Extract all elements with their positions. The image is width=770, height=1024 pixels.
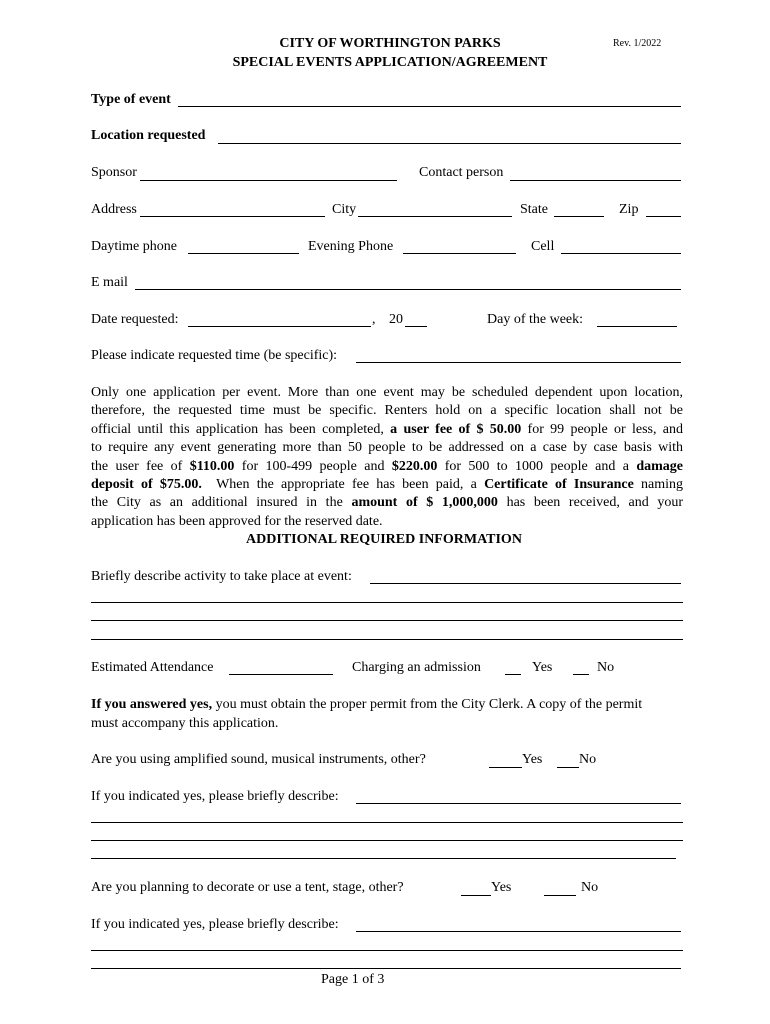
form-title: CITY OF WORTHINGTON PARKS bbox=[279, 36, 501, 51]
sponsor-field[interactable] bbox=[140, 180, 397, 181]
city-label: City bbox=[332, 202, 357, 217]
policy-line bbox=[91, 494, 683, 512]
evening-phone-field[interactable] bbox=[403, 253, 516, 254]
sound-description-line[interactable] bbox=[91, 822, 683, 823]
activity-description-line[interactable] bbox=[91, 620, 683, 621]
daytime-phone-label: Daytime phone bbox=[91, 239, 177, 254]
sound-no-label: No bbox=[579, 752, 597, 767]
zip-label: Zip bbox=[619, 202, 639, 217]
sponsor-label: Sponsor bbox=[91, 165, 137, 180]
daytime-phone-field[interactable] bbox=[188, 253, 299, 254]
policy-paragraph bbox=[91, 384, 683, 531]
policy-line bbox=[91, 402, 683, 420]
policy-text: to require any event generating more than 50 people to be addressed on a case by case basis with bbox=[91, 440, 683, 456]
policy-text: When the appropriate fee has been paid, a bbox=[201, 477, 485, 493]
admission-yes-label: Yes bbox=[532, 660, 553, 675]
decorate-no-label: No bbox=[581, 880, 599, 895]
estimated-attendance-field[interactable] bbox=[229, 674, 333, 675]
policy-text: for 99 people or less, and bbox=[521, 421, 683, 437]
policy-line bbox=[91, 513, 683, 531]
city-field[interactable] bbox=[358, 216, 512, 217]
sound-yes-label: Yes bbox=[522, 752, 543, 767]
certificate-text: Certificate of Insurance bbox=[484, 477, 634, 493]
sound-description-field[interactable] bbox=[356, 803, 681, 804]
decorate-description-line[interactable] bbox=[91, 950, 683, 951]
form-subtitle: SPECIAL EVENTS APPLICATION/AGREEMENT bbox=[232, 55, 548, 70]
contact-person-field[interactable] bbox=[510, 180, 681, 181]
activity-description-line[interactable] bbox=[91, 639, 683, 640]
activity-description-label: Briefly describe activity to take place at event: bbox=[91, 569, 352, 584]
date-comma: , bbox=[372, 312, 376, 327]
decorate-description-field[interactable] bbox=[356, 931, 681, 932]
cell-field[interactable] bbox=[561, 253, 681, 254]
day-of-week-field[interactable] bbox=[597, 326, 677, 327]
activity-description-line[interactable] bbox=[91, 602, 683, 603]
policy-text: naming bbox=[633, 477, 684, 493]
insurance-amount-text: amount of $ 1,000,000 bbox=[351, 495, 498, 511]
state-field[interactable] bbox=[554, 216, 604, 217]
permit-note bbox=[91, 696, 651, 733]
policy-text: official until this application has been completed, bbox=[91, 421, 391, 437]
decorate-description-line[interactable] bbox=[91, 968, 681, 969]
policy-text: for 100-499 people and bbox=[234, 458, 392, 474]
permit-note-text: you must obtain the proper permit from the City Clerk. A copy of the permit must accompany this application. bbox=[91, 697, 643, 731]
requested-time-label: Please indicate requested time (be specific): bbox=[91, 348, 338, 363]
user-fee-text: a user fee of $ 50.00 bbox=[390, 421, 522, 437]
policy-text: for 500 to 1000 people and a bbox=[437, 458, 637, 474]
date-requested-label: Date requested: bbox=[91, 312, 179, 327]
zip-field[interactable] bbox=[646, 216, 681, 217]
sound-description-line[interactable] bbox=[91, 840, 683, 841]
year-prefix-label: 20 bbox=[389, 312, 403, 327]
decorate-description-label: If you indicated yes, please briefly describe: bbox=[91, 917, 339, 932]
activity-description-field[interactable] bbox=[370, 583, 681, 584]
cell-label: Cell bbox=[531, 239, 555, 254]
address-label: Address bbox=[91, 202, 137, 217]
sound-no-blank[interactable] bbox=[557, 767, 579, 768]
damage-text: damage bbox=[636, 458, 683, 474]
admission-yes-blank[interactable] bbox=[505, 674, 521, 675]
revision-label: Rev. 1/2022 bbox=[613, 38, 662, 49]
page-number: Page 1 of 3 bbox=[321, 972, 385, 987]
decorate-yes-blank[interactable] bbox=[461, 895, 491, 896]
policy-line bbox=[91, 476, 683, 494]
type-of-event-field[interactable] bbox=[178, 106, 681, 107]
location-requested-label: Location requested bbox=[91, 128, 206, 143]
decorate-yes-label: Yes bbox=[491, 880, 512, 895]
policy-line bbox=[91, 439, 683, 457]
policy-text: has been received, and your bbox=[497, 495, 684, 511]
policy-line bbox=[91, 458, 683, 476]
deposit-text: deposit of $75.00. bbox=[91, 477, 202, 493]
policy-line bbox=[91, 421, 683, 439]
admission-no-label: No bbox=[597, 660, 615, 675]
contact-person-label: Contact person bbox=[419, 165, 504, 180]
state-label: State bbox=[520, 202, 548, 217]
additional-info-heading: ADDITIONAL REQUIRED INFORMATION bbox=[246, 532, 522, 547]
sound-yes-blank[interactable] bbox=[489, 767, 522, 768]
fee-110-text: $110.00 bbox=[189, 458, 235, 474]
policy-text: application has been approved for the reserved date. bbox=[91, 513, 383, 529]
policy-line bbox=[91, 384, 683, 402]
email-field[interactable] bbox=[135, 289, 681, 290]
fee-220-text: $220.00 bbox=[391, 458, 438, 474]
location-requested-field[interactable] bbox=[218, 143, 681, 144]
sound-description-line[interactable] bbox=[91, 858, 676, 859]
estimated-attendance-label: Estimated Attendance bbox=[91, 660, 214, 675]
year-field[interactable] bbox=[405, 326, 427, 327]
policy-text: the user fee of bbox=[91, 458, 190, 474]
permit-note-bold: If you answered yes, bbox=[91, 697, 213, 712]
decorate-no-blank[interactable] bbox=[544, 895, 576, 896]
day-of-week-label: Day of the week: bbox=[487, 312, 584, 327]
policy-text: the City as an additional insured in the bbox=[91, 495, 352, 511]
evening-phone-label: Evening Phone bbox=[308, 239, 394, 254]
email-label: E mail bbox=[91, 275, 128, 290]
date-requested-field[interactable] bbox=[188, 326, 371, 327]
sound-description-label: If you indicated yes, please briefly describe: bbox=[91, 789, 339, 804]
charging-admission-label: Charging an admission bbox=[352, 660, 481, 675]
decorate-label: Are you planning to decorate or use a tent, stage, other? bbox=[91, 880, 404, 895]
amplified-sound-label: Are you using amplified sound, musical instruments, other? bbox=[91, 752, 426, 767]
address-field[interactable] bbox=[140, 216, 325, 217]
type-of-event-label: Type of event bbox=[91, 92, 171, 107]
policy-text: Only one application per event. More than one event may be scheduled dependent upon location, bbox=[91, 385, 683, 400]
admission-no-blank[interactable] bbox=[573, 674, 589, 675]
policy-text: therefore, the requested time must be specific. Renters hold on a specific location shall not be bbox=[91, 403, 683, 419]
requested-time-field[interactable] bbox=[356, 362, 681, 363]
